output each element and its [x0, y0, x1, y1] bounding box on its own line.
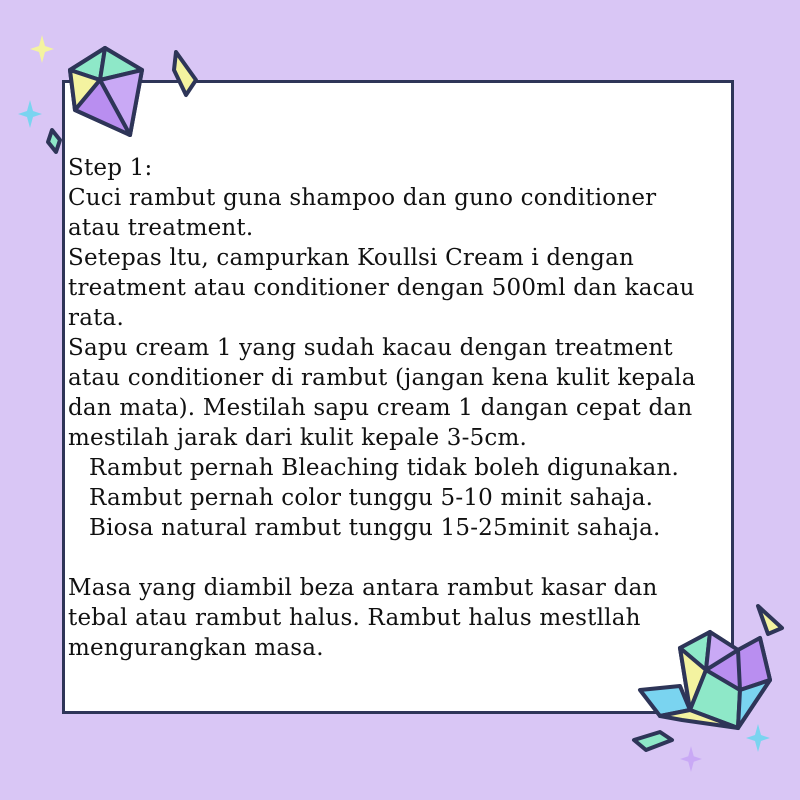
text-line: atau conditioner di rambut (jangan kena kulit kepala	[68, 365, 696, 391]
text-line: dan mata). Mestilah sapu cream 1 dangan cepat dan	[68, 395, 693, 421]
note-line: Rambut pernah color tunggu 5-10 minit sahaja.	[89, 485, 654, 511]
text-line: treatment atau conditioner dengan 500ml dan kacau	[68, 275, 695, 301]
sparkle-icon	[30, 35, 54, 63]
step-heading: Step 1:	[68, 155, 153, 181]
gem-icon	[0, 0, 230, 170]
gem-cluster-icon	[620, 590, 800, 770]
text-line: Cuci rambut guna shampoo dan guno conditioner	[68, 185, 657, 211]
text-line: Sapu cream 1 yang sudah kacau dengan treatment	[68, 335, 673, 361]
sparkle-icon	[746, 724, 770, 752]
text-line: mestilah jarak dari kulit kepale 3-5cm.	[68, 425, 528, 451]
note-line: Rambut pernah Bleaching tidak boleh digunakan.	[89, 455, 679, 481]
text-line: Setepas ltu, campurkan Koullsi Cream i dengan	[68, 245, 635, 271]
sparkle-icon	[680, 746, 702, 772]
closing-line: mengurangkan masa.	[68, 635, 324, 661]
spacer	[68, 543, 768, 573]
sparkle-icon	[18, 100, 42, 128]
note-line: Biosa natural rambut tunggu 15-25minit sahaja.	[89, 515, 661, 541]
closing-line: Masa yang diambil beza antara rambut kasar dan	[68, 575, 658, 601]
text-line: atau treatment.	[68, 215, 254, 241]
text-line: rata.	[68, 305, 124, 331]
closing-line: tebal atau rambut halus. Rambut halus mestllah	[68, 605, 641, 631]
instruction-text	[68, 153, 768, 663]
